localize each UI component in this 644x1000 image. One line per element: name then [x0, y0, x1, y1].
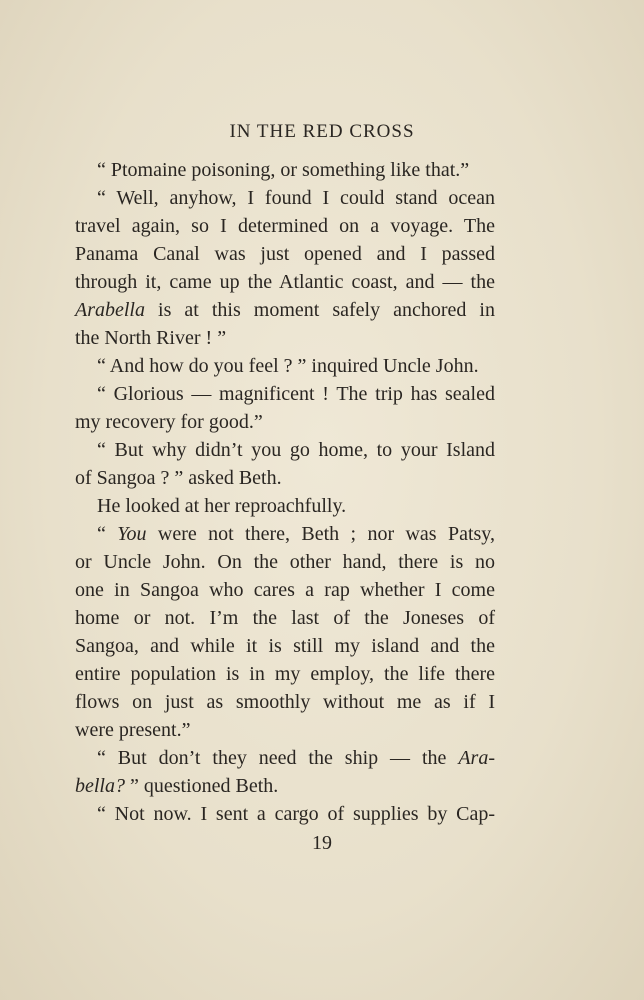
- text-line: home or not. I’m the last of the Joneses of: [75, 607, 495, 629]
- text-run: is at this moment safely anchored in: [145, 299, 495, 321]
- text-line: flows on just as smoothly without me as if I: [75, 691, 495, 713]
- text-line: or Uncle John. On the other hand, there is no: [75, 551, 495, 573]
- text-line: of Sangoa ? ” asked Beth.: [75, 467, 282, 489]
- text-line: “ Ptomaine poisoning, or something like that.”: [97, 159, 470, 181]
- text-line: [75, 772, 495, 800]
- text-line: “ Well, anyhow, I found I could stand ocean: [97, 187, 495, 209]
- text-line: He looked at her reproachfully.: [97, 495, 347, 517]
- text-run: “ But don’t they need the ship — the: [97, 747, 459, 769]
- italic-text: Arabella: [75, 299, 145, 321]
- text-line: “ Not now. I sent a cargo of supplies by Cap-: [97, 803, 495, 825]
- text-line: [75, 296, 495, 324]
- text-line: entire population is in my employ, the life there: [75, 663, 495, 685]
- text-line: my recovery for good.”: [75, 411, 263, 433]
- text-line: “ But why didn’t you go home, to your Island: [97, 439, 495, 461]
- text-line: “ Glorious — magnificent ! The trip has sealed: [97, 383, 495, 405]
- text-line: were present.”: [75, 719, 191, 741]
- page-number: 19: [312, 832, 332, 854]
- text-line: travel again, so I determined on a voyage. The: [75, 215, 495, 237]
- text-line: through it, came up the Atlantic coast, and — the: [75, 271, 495, 293]
- running-head: IN THE RED CROSS: [229, 121, 415, 142]
- text-line: one in Sangoa who cares a rap whether I come: [75, 579, 495, 601]
- body-text: [75, 156, 495, 828]
- text-line: “ And how do you feel ? ” inquired Uncle John.: [97, 355, 479, 377]
- text-run: ” questioned Beth.: [125, 775, 279, 797]
- text-line: the North River ! ”: [75, 327, 227, 349]
- text-line: [75, 744, 495, 772]
- text-run: “: [97, 523, 118, 545]
- text-line: [75, 520, 495, 548]
- italic-text: You: [117, 523, 147, 545]
- text-run: were not there, Beth ; nor was Patsy,: [146, 523, 495, 545]
- italic-text: bella?: [75, 775, 125, 797]
- text-line: Panama Canal was just opened and I passed: [75, 243, 495, 265]
- italic-text: Ara-: [458, 747, 495, 769]
- text-line: Sangoa, and while it is still my island and the: [75, 635, 495, 657]
